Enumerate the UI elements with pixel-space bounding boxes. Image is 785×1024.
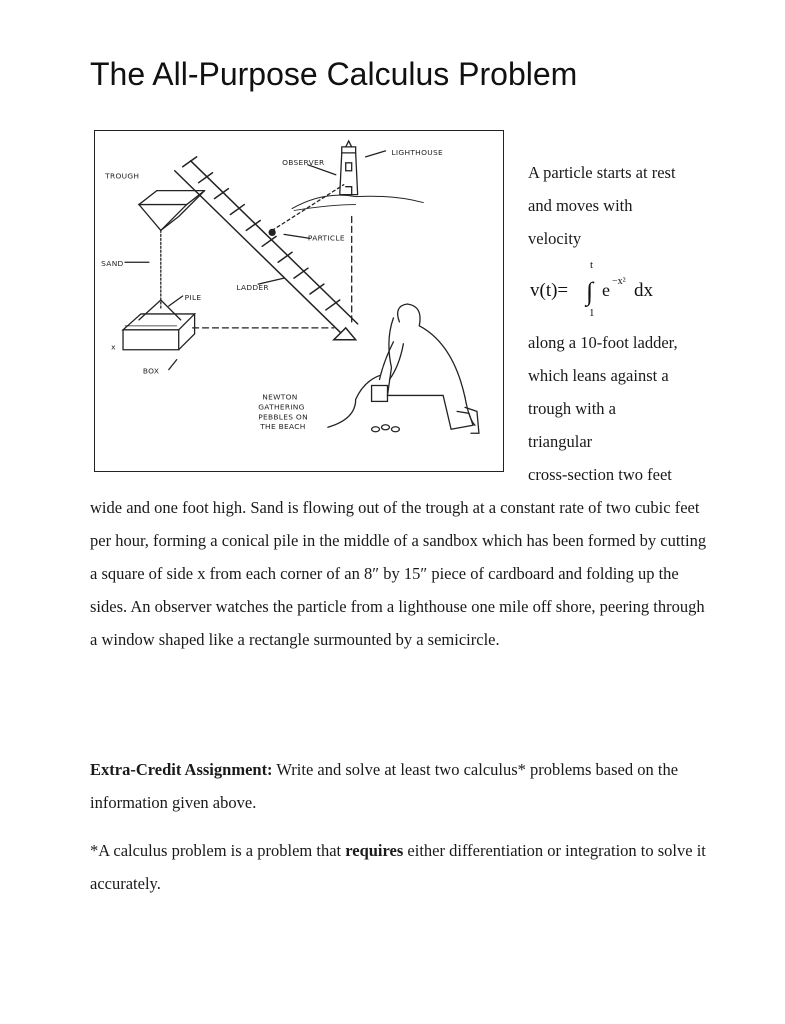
label-newton-1: NEWTON [262, 392, 298, 402]
integrand-base: e [602, 280, 610, 300]
problem-illustration [94, 130, 504, 472]
extra-credit-paragraph [90, 753, 710, 819]
label-particle: PARTICLE [307, 233, 345, 243]
formula-dx: dx [634, 280, 653, 301]
velocity-formula [528, 256, 688, 320]
footnote-paragraph [90, 834, 710, 900]
label-newton-4: THE BEACH [260, 422, 306, 432]
trough-drawing [139, 191, 205, 231]
integrand-exponent: −x² [612, 276, 626, 287]
label-x: x [111, 342, 116, 352]
side-line: velocity [528, 229, 582, 248]
ladder-drawing [175, 157, 358, 340]
problem-paragraph: wide and one foot high. Sand is flowing out of the trough at a constant rate of two cubic feet per hour, forming a conical pile in the middle of a sandbox which has been formed by cutting a square of side x from each corner of an 8″ by 15″ piece of cardboard and folding up the sides. An observer watches the particle from a lighthouse one mile off shore, peering through a window shaped like a rectangle surmounted by a semicircle. [90, 498, 707, 649]
footnote-suffix: either differentiation or integration to solve it accurately. [90, 841, 706, 893]
page-title: The All-Purpose Calculus Problem [90, 56, 578, 92]
newton-drawing [372, 304, 479, 433]
side-line: and moves with [528, 196, 633, 215]
label-box: BOX [142, 366, 160, 376]
label-trough: TROUGH [105, 171, 140, 181]
footnote-bold-word: requires [345, 841, 404, 860]
illustration-drawing [95, 131, 503, 471]
integral-upper-limit: t [590, 259, 594, 271]
formula-lhs: v(t)= [530, 280, 569, 301]
label-newton-3: PEBBLES ON [258, 412, 308, 422]
extra-credit-label: Extra-Credit Assignment: [90, 760, 273, 779]
label-lighthouse: LIGHTHOUSE [391, 147, 443, 157]
label-newton-2: GATHERING [258, 402, 305, 412]
integral-sign: ∫ [586, 277, 594, 306]
side-line: trough with a [528, 399, 616, 418]
integral-lower-limit: 1 [589, 307, 595, 319]
side-line: which leans against a [528, 366, 669, 385]
side-line: along a 10-foot ladder, [528, 333, 678, 352]
extra-credit-text: Write and solve at least two calculus* problems based on the information given above. [90, 760, 679, 812]
footnote-prefix: *A calculus problem is a problem that [90, 841, 346, 860]
label-observer: OBSERVER [282, 157, 325, 167]
side-text-bottom [528, 326, 728, 491]
label-sand: SAND [101, 259, 124, 269]
side-line: cross-section two feet [528, 465, 672, 484]
sandbox-drawing [123, 300, 195, 350]
label-pile: PILE [184, 293, 202, 303]
side-line: A particle starts at rest [528, 163, 676, 182]
label-ladder: LADDER [236, 283, 269, 293]
side-line: triangular [528, 432, 593, 451]
side-text-top [528, 156, 728, 255]
